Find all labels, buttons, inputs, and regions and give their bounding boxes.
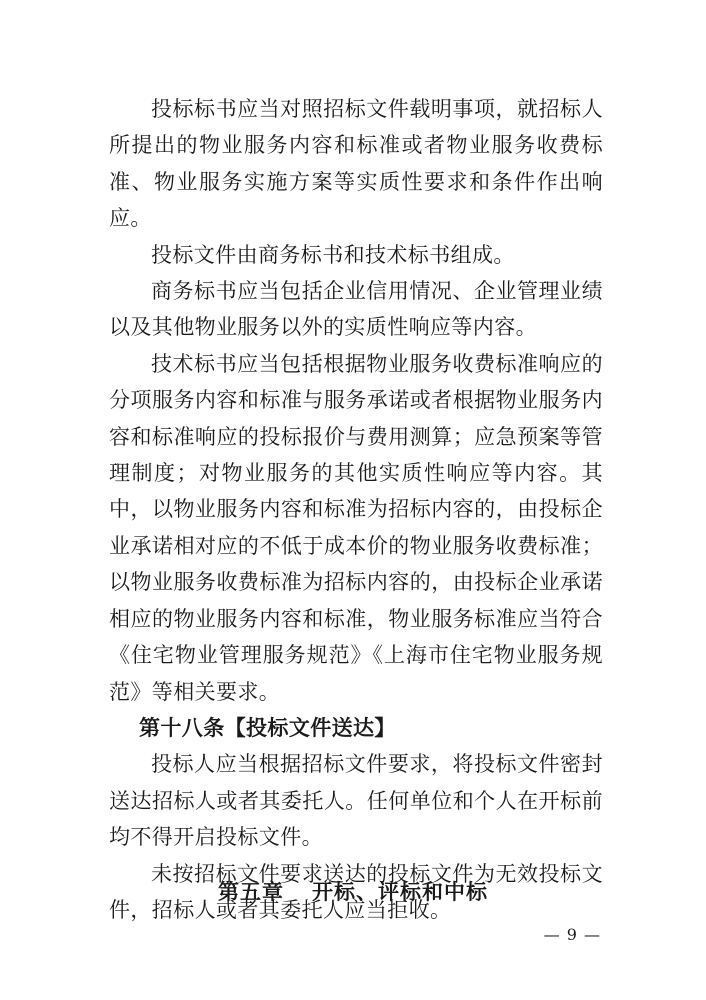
paragraph-commercial-bid: 商务标书应当包括企业信用情况、企业管理业绩以及其他物业服务以外的实质性响应等内容。 bbox=[109, 279, 603, 340]
chapter-title: 开标、评标和中标 bbox=[312, 880, 488, 904]
chapter-heading bbox=[0, 876, 706, 906]
paragraph-bid-response: 投标标书应当对照招标文件载明事项，就招标人所提出的物业服务内容和标准或者物业服务收费标准、物业服务实施方案等实质性要求和条件作出响应。 bbox=[109, 97, 603, 231]
body-text bbox=[109, 91, 603, 928]
page-number: — 9 — bbox=[543, 925, 601, 944]
paragraph-bid-delivery: 投标人应当根据招标文件要求，将投标文件密封送达招标人或者其委托人。任何单位和个人在开标前均不得开启投标文件。 bbox=[109, 752, 603, 850]
article-heading: 第十八条【投标文件送达】 bbox=[139, 715, 396, 740]
paragraph-bid-composition: 投标文件由商务标书和技术标书组成。 bbox=[151, 242, 515, 267]
paragraph-invalid-bid: 未按招标文件要求送达的投标文件为无效投标文件，招标人或者其委托人应当拒收。 bbox=[109, 861, 603, 922]
chapter-number: 第五章 bbox=[218, 880, 284, 904]
paragraph-technical-bid: 技术标书应当包括根据物业服务收费标准响应的分项服务内容和标准与服务承诺或者根据物业服务内容和标准响应的投标报价与费用测算；应急预案等管理制度；对物业服务的其他实质性响应等内容。其中，以物业服务内容和标准为招标内容的，由投标企业承诺相对应的不低于成本价的物业服务收费标准；以物业服务收费标准为招标内容的，由投标企业承诺相应的物业服务内容和标准，物业服务标准应当符合《住宅物业管理服务规范》《上海市住宅物业服务规范》等相关要求。 bbox=[109, 351, 603, 704]
